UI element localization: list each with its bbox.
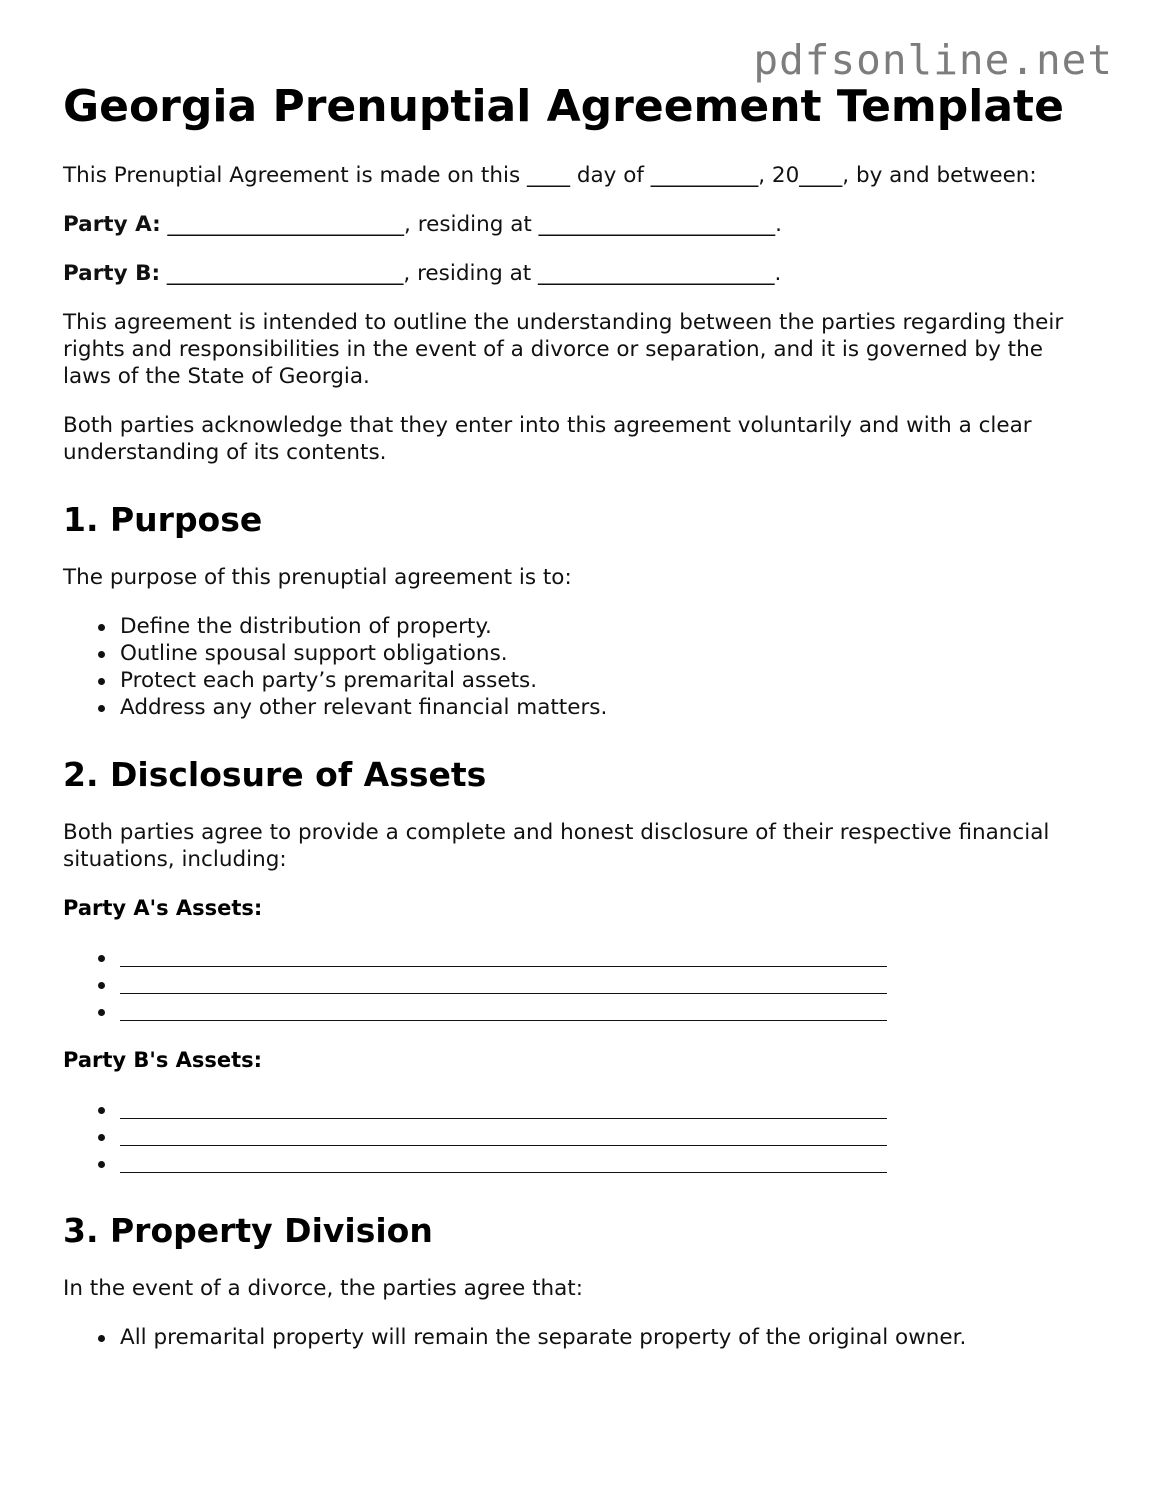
blank-line[interactable] (120, 971, 887, 994)
asset-blank-line[interactable] (120, 1096, 1093, 1123)
document-title: Georgia Prenuptial Agreement Template (63, 81, 1064, 132)
list-item: All premarital property will remain the separate property of the original owner. (120, 1324, 1093, 1351)
party-b-label: Party B: (63, 261, 161, 286)
intro-paragraph: This Prenuptial Agreement is made on this ____ day of __________, 20____, by and between: (63, 163, 1037, 188)
list-item: Address any other relevant financial matters. (120, 694, 1093, 721)
blank-line[interactable] (120, 1150, 887, 1173)
asset-blank-line[interactable] (120, 971, 1093, 998)
blank-line[interactable] (120, 1096, 887, 1119)
asset-blank-line[interactable] (120, 998, 1093, 1025)
asset-blank-line[interactable] (120, 1123, 1093, 1150)
party-a-line (63, 211, 1093, 238)
blank-line[interactable] (120, 1123, 887, 1146)
acknowledgement-paragraph: Both parties acknowledge that they enter into this agreement voluntarily and with a clear understanding of its contents. (63, 413, 1032, 465)
party-b-line (63, 260, 1093, 287)
party-b-fields: ______________________, residing at ______________________. (160, 261, 782, 286)
section-1-heading: 1. Purpose (63, 500, 263, 539)
list-item: Outline spousal support obligations. (120, 640, 1093, 667)
list-item: Define the distribution of property. (120, 613, 1093, 640)
party-b-assets-heading: Party B's Assets: (63, 1048, 263, 1072)
purpose-list (63, 613, 1093, 721)
governing-paragraph: This agreement is intended to outline the understanding between the parties regarding their rights and responsibilities in the event of a divorce or separation, and it is governed by the laws of the State of Georgia. (63, 310, 1064, 389)
asset-blank-line[interactable] (120, 1150, 1093, 1177)
party-a-label: Party A: (63, 212, 161, 237)
section-1-intro: The purpose of this prenuptial agreement is to: (63, 565, 572, 590)
asset-blank-line[interactable] (120, 944, 1093, 971)
party-a-fields: ______________________, residing at ______________________. (160, 212, 782, 237)
party-a-assets-list (63, 944, 1093, 1025)
party-b-assets-list (63, 1096, 1093, 1177)
section-3-intro: In the event of a divorce, the parties agree that: (63, 1276, 583, 1301)
blank-line[interactable] (120, 998, 887, 1021)
blank-line[interactable] (120, 944, 887, 967)
section-2-intro: Both parties agree to provide a complete and honest disclosure of their respective financial situations, including: (63, 820, 1050, 872)
section-2-heading: 2. Disclosure of Assets (63, 755, 487, 794)
party-a-assets-heading: Party A's Assets: (63, 896, 263, 920)
property-division-list (63, 1324, 1093, 1351)
watermark: pdfsonline.net (753, 36, 1113, 84)
section-3-heading: 3. Property Division (63, 1211, 433, 1250)
document-page (63, 80, 1093, 1373)
list-item: Protect each party’s premarital assets. (120, 667, 1093, 694)
